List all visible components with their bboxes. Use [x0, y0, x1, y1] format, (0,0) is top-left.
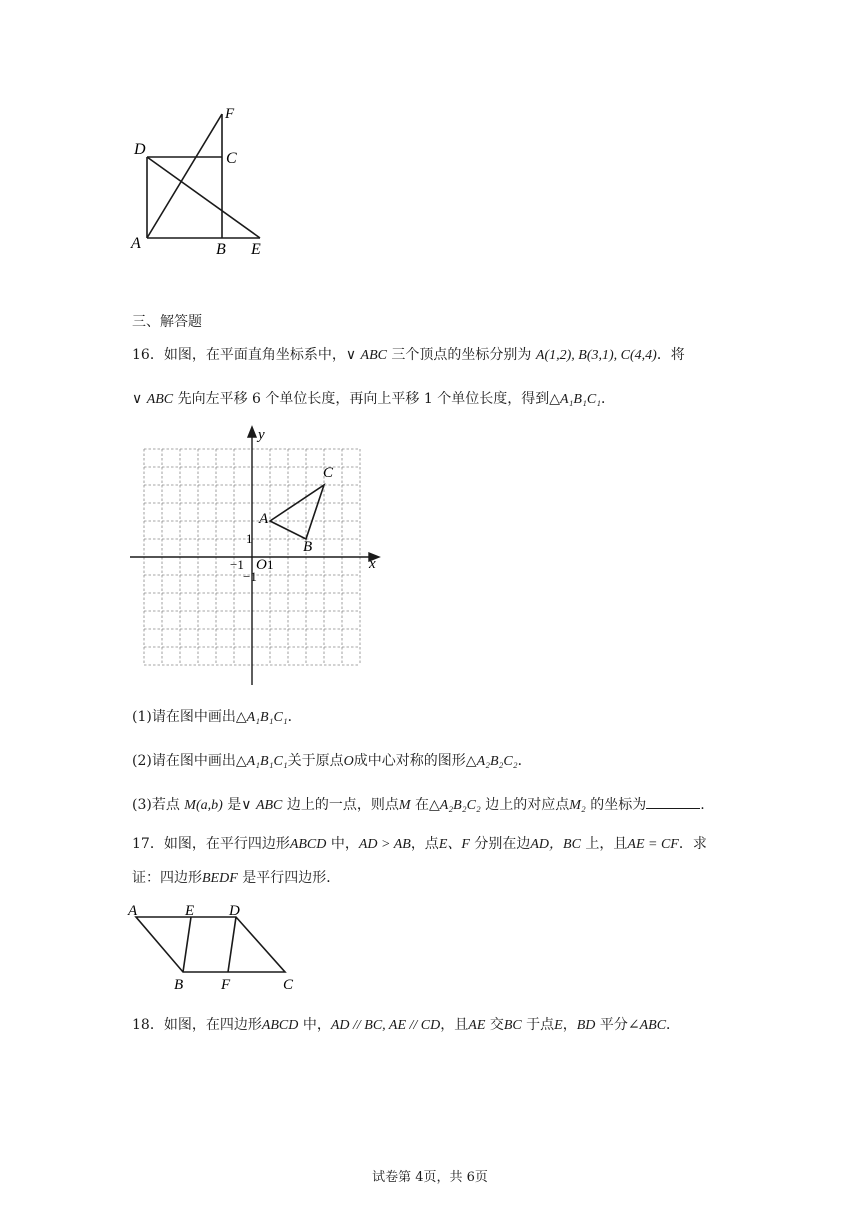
- q16-part3: [132, 794, 705, 814]
- q16-part3-a2b2c2: A₂B₂C₂: [439, 798, 481, 813]
- q16-part3-period: .: [700, 797, 705, 813]
- q16-tri: ∨: [345, 347, 357, 363]
- q16-part3-text: (3)若点: [132, 797, 185, 813]
- q18-bc: BC: [503, 1018, 522, 1033]
- q18-text-d: 交: [485, 1017, 504, 1033]
- triangle-abc: [270, 485, 324, 539]
- q17-text-a: 17．如图，在平行四边形: [132, 836, 290, 852]
- q16-part1-text: (1)请在图中画出△: [132, 709, 247, 725]
- coordinate-grid: [125, 425, 390, 690]
- q18-text-c: ，且: [440, 1017, 469, 1033]
- origin-label: O: [256, 557, 267, 573]
- q16-intro: 16．如图，在平面直角坐标系中，: [132, 347, 346, 363]
- q16-intro-mid: 三个顶点的坐标分别为: [386, 347, 536, 363]
- q18-text-f: ，: [562, 1017, 577, 1033]
- q16-part1-end: ．: [287, 709, 302, 725]
- q18-line1: [132, 1014, 680, 1034]
- q16-line1: [132, 344, 685, 364]
- q16-part3-mid3: 在△: [410, 797, 440, 813]
- q16-part3-mletter: M: [398, 798, 411, 813]
- label-c: C: [226, 150, 237, 167]
- q16-period: ．: [601, 391, 616, 407]
- axis-label-y: y: [258, 427, 265, 443]
- q16-tri-2: ∨: [132, 391, 143, 407]
- parallelogram-abcd: [136, 917, 285, 972]
- q16-a1b1c1: A₁B₁C₁: [560, 392, 602, 407]
- q17-line2: [132, 867, 340, 887]
- q17-cond1: AD > AB: [358, 837, 411, 852]
- q16-part3-tri: ∨: [241, 797, 252, 813]
- q16-abc-2: ABC: [146, 392, 174, 407]
- q18-bd: BD: [576, 1018, 596, 1033]
- q16-part3-m2: M₂: [569, 798, 586, 813]
- figure-q15: [125, 100, 285, 260]
- q18-text-b: 中，: [298, 1017, 331, 1033]
- q16-line2: [132, 388, 615, 408]
- q16-intro-end: ．将: [656, 347, 685, 363]
- label-e: E: [251, 241, 261, 258]
- q17-cond2: AE = CF: [627, 837, 679, 852]
- answer-blank[interactable]: [646, 796, 700, 809]
- segment-af: [147, 114, 222, 238]
- tick-neg1-x: −1: [230, 557, 244, 572]
- q17-line1: [132, 833, 707, 853]
- label-d: D: [134, 141, 146, 158]
- point-label-c: C: [323, 465, 334, 481]
- q18-text-g: 平分: [595, 1017, 628, 1033]
- label-f: F: [225, 106, 235, 122]
- q16-part2-text: (2)请在图中画出△: [132, 753, 247, 769]
- q16-part1: [132, 706, 302, 726]
- q17-text-h: 是平行四边形．: [237, 870, 341, 886]
- q16-part2-tri1: A₁B₁C₁: [246, 754, 288, 769]
- label-c: C: [283, 977, 294, 993]
- q16-coords: A(1,2), B(3,1), C(4,4): [535, 348, 657, 363]
- label-e: E: [185, 903, 195, 919]
- q16-abc: ABC: [360, 348, 387, 363]
- page-footer: 试卷第 4页，共 6页: [372, 1170, 488, 1185]
- q16-part2: [132, 750, 532, 770]
- tick-neg1-y: −1: [243, 569, 257, 584]
- q17-text-f: ．求: [678, 836, 707, 852]
- q16-translate: 先向左平移 6 个单位长度，再向上平移 1 个单位长度，得到△: [173, 391, 560, 407]
- segment-be: [183, 917, 191, 972]
- tick-1-x: 1: [267, 557, 274, 572]
- q17-ef: E、F: [438, 837, 470, 852]
- label-a: A: [131, 235, 141, 252]
- label-a: A: [128, 903, 138, 919]
- q16-part2-tri2: A₂B₂C₂: [476, 754, 518, 769]
- q17-text-b: 中，: [326, 836, 359, 852]
- q17-bedf: BEDF: [202, 871, 238, 886]
- axis-label-x: x: [369, 556, 376, 572]
- q18-text-h: ．: [666, 1017, 681, 1033]
- q16-part2-mid: 关于原点: [287, 753, 344, 769]
- q18-e: E: [554, 1018, 563, 1033]
- section-title: 三、解答题: [132, 314, 202, 330]
- segment-fd: [228, 917, 236, 972]
- q17-text-g: 证：四边形: [132, 870, 202, 886]
- figure-q17: [125, 898, 305, 996]
- point-label-b: B: [303, 539, 313, 555]
- q16-part3-m: M(a,b): [184, 798, 223, 813]
- q17-text-e: 上，且: [580, 836, 628, 852]
- q17-text-d: 分别在边: [469, 836, 531, 852]
- q18-angle: ∠ABC: [627, 1018, 667, 1033]
- q17-ad-bc: AD，BC: [530, 837, 581, 852]
- q18-ae: AE: [468, 1018, 486, 1033]
- q16-part1-tri: A₁B₁C₁: [246, 710, 288, 725]
- q18-text-a: 18．如图，在四边形: [132, 1017, 262, 1033]
- y-axis-arrow: [248, 427, 256, 437]
- label-f: F: [221, 977, 231, 993]
- label-d: D: [229, 903, 240, 919]
- tick-1-y: 1: [246, 531, 253, 546]
- point-label-a: A: [259, 511, 269, 527]
- q18-cond: AD // BC, AE // CD: [330, 1018, 441, 1033]
- q16-part3-abc: ABC: [255, 798, 283, 813]
- label-b: B: [174, 977, 184, 993]
- q17-abcd: ABCD: [289, 837, 327, 852]
- q16-part3-mid4: 边上的对应点: [480, 797, 570, 813]
- q16-part3-end: 的坐标为: [585, 797, 647, 813]
- q16-part2-end: ．: [517, 753, 532, 769]
- q16-part3-mid2: 边上的一点，则点: [282, 797, 399, 813]
- q16-part2-mid2: 成中心对称的图形△: [353, 753, 477, 769]
- q17-text-c: ，点: [410, 836, 439, 852]
- q16-part2-o: O: [343, 754, 354, 769]
- q16-part3-mid: 是: [222, 797, 242, 813]
- label-b: B: [216, 241, 226, 258]
- q18-abcd: ABCD: [261, 1018, 299, 1033]
- segment-de: [147, 157, 260, 238]
- q18-text-e: 于点: [521, 1017, 555, 1033]
